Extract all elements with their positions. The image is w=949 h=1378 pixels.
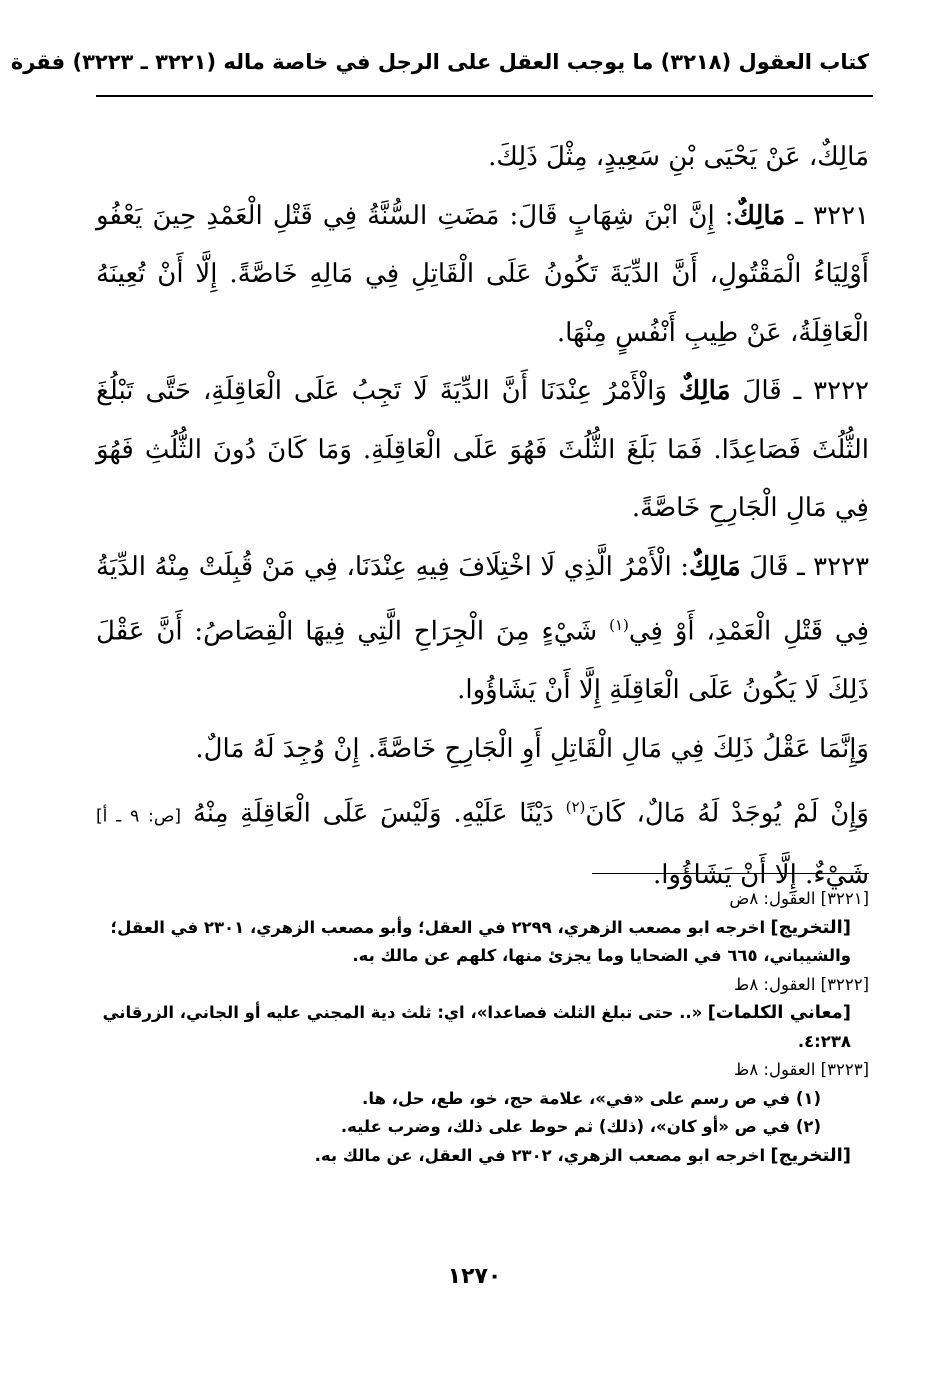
speech-verb: قَالَ [742, 376, 782, 406]
note-3223 [96, 1142, 869, 1171]
running-header: كتاب العقول (٣٢١٨) ما يوجب العقل على الرجل في خاصة ماله (٣٢٢١ ـ ٣٢٢٣) فقرة [10, 50, 869, 74]
note-3222 [96, 999, 869, 1056]
note-text: «.. حتى تبلغ الثلث فصاعدا»، اي: ثلث دية المجني عليه أو الجاني، الزرقاني ٤:٢٣٨. [102, 1003, 851, 1051]
intro-paragraph: مَالِكٌ، عَنْ يَحْيَى بْنِ سَعِيدٍ، مِثْلَ ذَلِكَ. [488, 142, 869, 172]
speaker-name: مَالِكٌ [733, 200, 786, 231]
header-rule [96, 95, 873, 97]
speech-verb: قَالَ [749, 551, 789, 582]
notes-section [96, 885, 869, 1170]
speaker-name: مَالِكٌ [678, 376, 731, 406]
note-label: [التخريج] [770, 1144, 851, 1166]
paragraph-text-end: شَيْءٌ. إِلَّا أَنْ يَشَاؤُوا. [652, 860, 869, 891]
footnote-1: (١) في ص رسم على «في»، علامة حج، خو، طع، حل، ها. [362, 1088, 821, 1108]
note-3221 [96, 914, 869, 971]
page-number: ١٢٧٠ [447, 1264, 502, 1289]
main-text [96, 128, 869, 905]
speaker-name: مَالِكٌ [689, 551, 741, 582]
paragraph-3221 [96, 187, 869, 363]
note-ref-3223: [٣٢٢٣] العقول: ٨ظ [734, 1060, 869, 1079]
paragraph-text: : الْأَمْرُ الَّذِي لَا اخْتِلَافَ فِيهِ عِنْدَنَا، فِي مَنْ قُبِلَتْ مِنْهُ الدِّيَةُ فِي قَتْلِ الْعَمْدِ، أَوْ فِي [96, 551, 870, 647]
paragraph-3222 [96, 362, 869, 538]
footnote-2: (٢) في ص «أو كان»، (ذلك) ثم حوط على ذلك، وضرب عليه. [340, 1117, 821, 1136]
paragraph-text: : إِنَّ ابْنَ شِهَابٍ قَالَ: مَضَتِ السُّنَّةُ فِي قَتْلِ الْعَمْدِ حِينَ يَعْفُو أَوْلِيَاءُ الْمَقْتُولِ، أَنَّ الدِّيَةَ تَكُونُ عَلَى الْقَاتِلِ فِي مَالِهِ خَاصَّةً. إِلَّا أَنْ تُعِينَهُ الْعَاقِلَةُ، عَنْ طِيبِ أَنْفُسٍ مِنْهَا. [96, 200, 869, 348]
note-label: [التخريج] [770, 916, 851, 938]
footnote-marker-2: (٢) [565, 798, 586, 817]
paragraph-text: وَالْأَمْرُ عِنْدَنَا أَنَّ الدِّيَةَ لَا تَجِبُ عَلَى الْعَاقِلَةِ، حَتَّى تَبْلُغَ الثُّلُثَ فَصَاعِدًا. فَمَا بَلَغَ الثُّلُثَ فَهُوَ عَلَى الْعَاقِلَةِ. وَمَا كَانَ دُونَ الثُّلُثِ فَهُوَ فِي مَالِ الْجَارِحِ خَاصَّةً. [96, 376, 869, 523]
note-text: اخرجه ابو مصعب الزهري، ٢٢٩٩ في العقل؛ وأبو مصعب الزهري، ٢٣٠١ في العقل؛ والشيباني، ٦٦٥ في الضحايا وما يجزئ منها، كلهم عن مالك به. [110, 917, 851, 965]
paragraph-text-cont: دَيْنًا عَلَيْهِ. وَلَيْسَ عَلَى الْعَاقِلَةِ مِنْهُ [192, 798, 554, 829]
note-text: اخرجه ابو مصعب الزهري، ٢٣٠٢ في العقل، عن مالك به. [314, 1145, 766, 1165]
paragraph-number: ٣٢٢٢ ـ [793, 376, 869, 406]
final-line-1: وَإِنَّمَا عَقْلُ ذَلِكَ فِي مَالِ الْقَاتِلِ أَوِ الْجَارِحِ خَاصَّةً. إِنْ وُجِدَ لَهُ مَالٌ. [195, 733, 869, 764]
footnote-rule [592, 873, 869, 874]
paragraph-3223 [96, 538, 869, 720]
note-ref-3221: [٣٢٢١] العقول: ٨ض [729, 889, 869, 908]
paragraph-number: ٣٢٢٣ ـ [797, 551, 870, 582]
manuscript-ref: [ص: ٩ ـ أ] [96, 806, 182, 827]
footnote-marker-1: (١) [609, 616, 629, 634]
paragraph-text-cont: شَيْءٍ مِنَ الْجِرَاحِ الَّتِي فِيهَا الْقِصَاصُ: أَنَّ عَقْلَ ذَلِكَ لَا يَكُونُ عَلَى الْعَاقِلَةِ إِلَّا أَنْ يَشَاؤُوا. [96, 616, 869, 706]
note-ref-3222: [٣٢٢٢] العقول: ٨ط [734, 974, 869, 994]
paragraph-text: وَإِنْ لَمْ يُوجَدْ لَهُ مَالٌ، كَانَ [585, 798, 869, 829]
note-label: [معاني الكلمات] [707, 1002, 851, 1023]
paragraph-number: ٣٢٢١ ـ [795, 200, 869, 231]
